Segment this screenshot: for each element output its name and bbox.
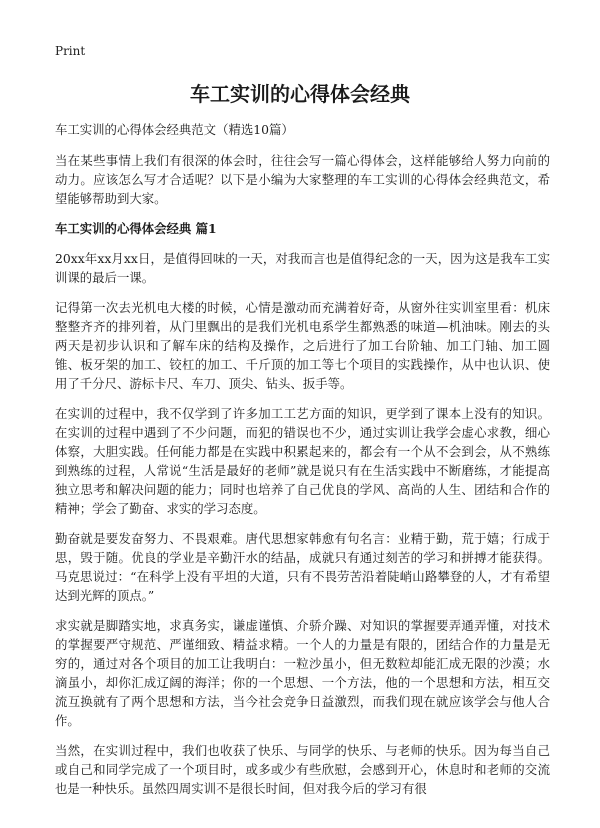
body-paragraph: 求实就是脚踏实地，求真务实，谦虚谨慎、介骄介躁、对知识的掌握要弄通弄懂，对技术的掌握要严守规范、严谨细致、精益求精。一个人的力量是有限的，团结合作的力量是无穷的，通过对各个项目的加工让我明白：一粒沙虽小，但无数粒却能汇成无限的沙漠；水滴虽小，却你汇成辽阔的海洋；你的一个思想、一个方法，他的一个思想和方法，相互交流互换就有了两个思想和方法，当今社会竞争日益激烈，而我们现在就应该学会与他人合作。 <box>55 618 550 728</box>
article-subtitle: 车工实训的心得体会经典范文（精选10篇） <box>55 122 294 137</box>
body-paragraph: 当然，在实训过程中，我们也收获了快乐、与同学的快乐、与老师的快乐。因为每当自己或自己和同学完成了一个项目时，或多或少有些欣慰，会感到开心，休息时和老师的交流也是一种快乐。虽然四周实训不是很长时间，但对我今后的学习有很 <box>55 743 550 796</box>
page-title: 车工实训的心得体会经典 <box>190 82 410 106</box>
body-paragraph: 勤奋就是要发奋努力、不畏艰难。唐代思想家韩愈有句名言：业精于勤，荒于嬉；行成于思，毁于随。优良的学业是辛勤汗水的结晶，成就只有通过刻苦的学习和拼搏才能获得。马克思说过：“在科学上没有平坦的大道，只有不畏劳苦沿着陡峭山路攀登的人，才有希望达到光辉的顶点。” <box>55 531 550 603</box>
section-heading: 车工实训的心得体会经典 篇1 <box>55 221 217 236</box>
print-link[interactable]: Print <box>55 44 86 58</box>
body-paragraph: 20xx年xx月xx日，是值得回味的一天，对我而言也是值得纪念的一天，因为这是我车工实训课的最后一课。 <box>55 251 550 285</box>
intro-paragraph: 当在某些事情上我们有很深的体会时，往往会写一篇心得体会，这样能够给人努力向前的动力。应该怎么写才合适呢？以下是小编为大家整理的车工实训的心得体会经典范文，希望能够帮助到大家。 <box>55 153 550 206</box>
article-body <box>55 120 550 809</box>
body-paragraph: 在实训的过程中，我不仅学到了许多加工工艺方面的知识，更学到了课本上没有的知识。在实训的过程中遇到了不少问题，而犯的错误也不少，通过实训让我学会虚心求教，细心体察，大胆实践。任何能力都是在实践中积累起来的，都会有一个从不会到会，从不熟练到熟练的过程，人常说“生活是最好的老师”就是说只有在生活实践中不断磨练，才能提高独立思考和解决问题的能力；同时也培养了自己优良的学风、高尚的人生、团结和合作的精神；学会了勤奋、求实的学习态度。 <box>55 406 550 516</box>
body-paragraph: 记得第一次去光机电大楼的时候，心情是激动而充满着好奇，从窗外往实训室里看：机床整整齐齐的排列着，从门里飘出的是我们光机电系学生都熟悉的味道—机油味。刚去的头两天是初步认识和了解车床的结构及操作，之后进行了加工台阶轴、加工门轴、加工圆锥、板牙架的加工、铰杠的加工、千斤顶的加工等七个项目的实践操作，从中也认识、使用了千分尺、游标卡尺、车刀、顶尖、钻头、扳手等。 <box>55 300 550 391</box>
